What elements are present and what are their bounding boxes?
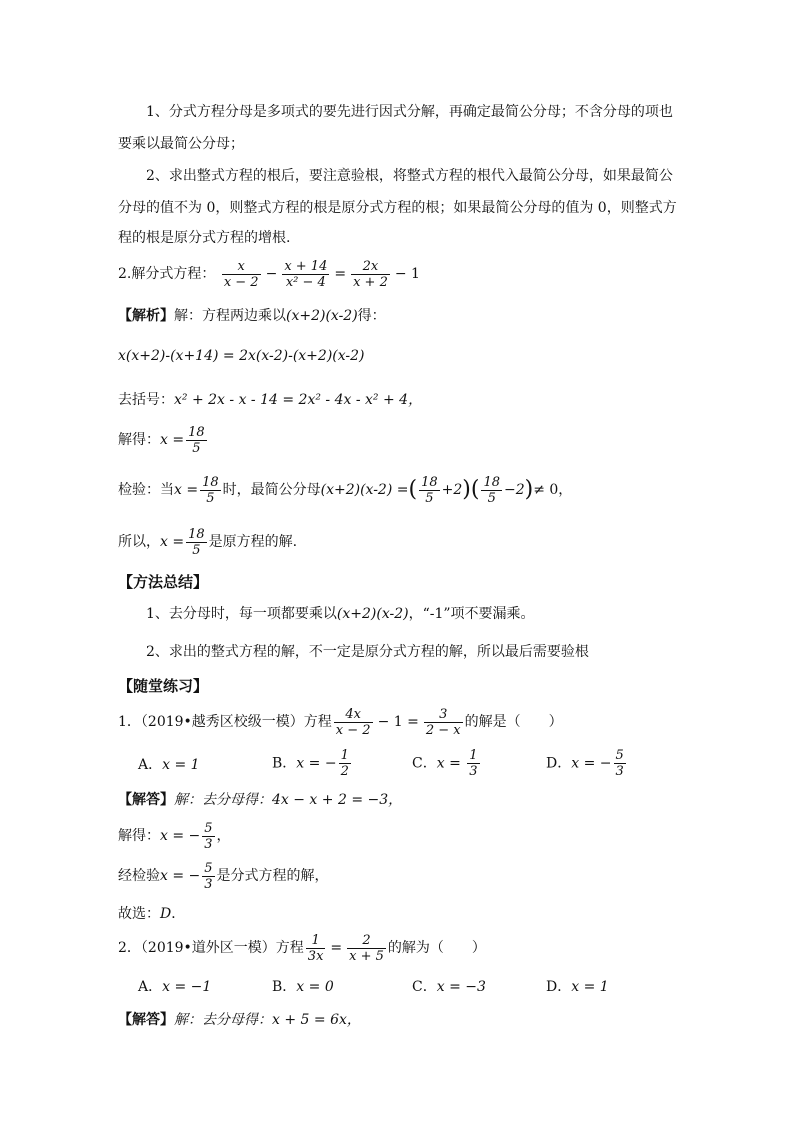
q2-answer <box>118 1010 684 1030</box>
note1-line2: 要乘以最简公分母； <box>118 136 244 152</box>
q2-answer-text: 解：去分母得：x + 5 = 6x， <box>174 1012 361 1028</box>
problem2-label: 2.解分式方程： <box>118 266 216 282</box>
q2-choice-b[interactable]: B．x = 0 <box>272 979 334 995</box>
fraction: $\frac{18}{5}$ <box>421 474 438 506</box>
q1-check-prefix: 经检验 <box>118 868 160 884</box>
fraction: $\frac{5}{3}$ <box>204 860 213 892</box>
solve-line: 解得：x = $\frac{18}{5}$ <box>118 424 205 456</box>
summary-item1: 1、去分母时，每一项都要乘以(x+2)(x-2)，“-1”项不要漏乘。 <box>146 606 535 622</box>
q1-choices <box>138 748 678 782</box>
q1-solve: 解得：x = − $\frac{5}{3}$ ， <box>118 820 231 852</box>
q1-answer <box>118 790 684 810</box>
fraction: $\frac{1}{3x}$ <box>307 932 324 964</box>
check-mid: 时，最简公分母 <box>222 482 321 498</box>
q1-choice-a[interactable]: A．x = 1 <box>138 757 200 773</box>
note2-line2: 分母的值不为 0，则整式方程的根是原分式方程的根；如果最简公分母的值为 0，则整式方 <box>118 200 677 216</box>
q2-prefix: 2．（2019•道外区一模）方程 <box>118 940 304 956</box>
summary-item2: 2、求出的整式方程的解，不一定是原分式方程的解，所以最后需要验根 <box>146 644 589 660</box>
analysis-factor: (x+2)(x-2) <box>286 308 358 324</box>
q1-answer-tag: 【解答】 <box>118 792 174 808</box>
analysis-end: 得： <box>357 308 386 324</box>
fraction: $\frac{18}{5}$ <box>202 474 219 506</box>
fraction: $\frac{x + 14}{\text{x² − 4}}$ <box>284 258 328 290</box>
conclusion-line: 所以，x = $\frac{18}{5}$ 是原方程的解. <box>118 526 298 558</box>
q1-choose: 故选：D． <box>118 906 186 922</box>
q2-choices <box>138 976 678 1000</box>
fraction: $\frac{18}{5}$ <box>483 474 500 506</box>
fraction: $\frac{2x}{x + 2}$ <box>353 258 388 290</box>
fraction: $\frac{5}{3}$ <box>204 820 213 852</box>
fraction: $\frac{5}{3}$ <box>615 748 624 779</box>
q1-check: 经检验x = − $\frac{5}{3}$ 是分式方程的解， <box>118 860 329 892</box>
summary-item1-end: ，“-1”项不要漏乘。 <box>408 606 535 622</box>
q1-prefix: 1．（2019•越秀区校级一模）方程 <box>118 714 332 730</box>
check-line: 检验：当x = $\frac{18}{5}$ 时，最简公分母(x+2)(x-2) =( $\frac{18}{5}$ +2)( $\frac{18}{5}$ −2)≠ 0， <box>118 474 573 506</box>
check-label: 检验：当 <box>118 482 174 498</box>
fraction: $\frac{1}{2}$ <box>340 748 349 779</box>
q2-answer-tag: 【解答】 <box>118 1012 174 1028</box>
remove-brackets-line <box>118 390 684 410</box>
fraction: $\frac{1}{3}$ <box>469 748 478 779</box>
q1-choice-c[interactable]: C．x = $\frac{1}{3}$ <box>412 748 478 779</box>
conclusion-label: 所以， <box>118 534 160 550</box>
q1-check-suffix: 是分式方程的解， <box>216 868 329 884</box>
analysis-tag: 【解析】 <box>118 308 174 324</box>
remove-brackets-label: 去括号： <box>118 392 174 408</box>
practice-heading: 【随堂练习】 <box>118 677 209 695</box>
q1-choose-value: D <box>160 906 172 922</box>
fraction: $\frac{3}{2 - x}$ <box>425 706 461 738</box>
summary-item1-text: 1、去分母时，每一项都要乘以 <box>146 606 337 622</box>
summary-heading: 【方法总结】 <box>118 573 209 591</box>
q2-choice-d[interactable]: D．x = 1 <box>546 979 609 995</box>
solve-label: 解得： <box>118 432 160 448</box>
fraction: $\frac{x}{x - 2}$ <box>223 258 259 290</box>
note1-line1: 1、分式方程分母是多项式的要先进行因式分解，再确定最简公分母；不含分母的项也 <box>146 104 673 120</box>
problem2-statement: 2.解分式方程： $\frac{x}{x - 2}$ − $\frac{x + 14}{\text{x² − 4}}$ = $\frac{2x}{x + 2}$ − 1 <box>118 258 420 290</box>
q1-answer-text: 解：去分母得：4x − x + 2 = −3， <box>174 792 403 808</box>
conclusion-end: 是原方程的解. <box>208 534 298 550</box>
q1-choice-d[interactable]: D．x = − $\frac{5}{3}$ <box>546 748 624 779</box>
fraction: $\frac{4x}{x - 2}$ <box>335 706 371 738</box>
q1-solve-label: 解得： <box>118 828 160 844</box>
check-end: ≠ 0， <box>533 482 573 498</box>
q1-choice-b[interactable]: B．x = − $\frac{1}{2}$ <box>272 748 349 779</box>
question1: 1．（2019•越秀区校级一模）方程 $\frac{4x}{x - 2}$ − 1 = $\frac{3}{2 - x}$ 的解是（ ） <box>118 706 563 738</box>
fraction: $\frac{18}{5}$ <box>188 424 205 456</box>
analysis-text: 解：方程两边乘以 <box>174 308 286 324</box>
q2-choice-a[interactable]: A．x = −1 <box>138 979 212 995</box>
q2-suffix: 的解为（ ） <box>387 940 486 956</box>
q1-choose-label: 故选： <box>118 906 160 922</box>
q2-choice-c[interactable]: C．x = −3 <box>412 979 486 995</box>
problem2-analysis <box>118 306 684 326</box>
fraction: $\frac{2}{x + 5}$ <box>349 932 384 964</box>
fraction: $\frac{18}{5}$ <box>188 526 205 558</box>
q1-suffix: 的解是（ ） <box>464 714 563 730</box>
note2-line1: 2、求出整式方程的根后，要注意验根，将整式方程的根代入最简公分母，如果最简公 <box>146 168 673 184</box>
question2: 2．（2019•道外区一模）方程 $\frac{1}{3x}$ = $\frac{2}{x + 5}$ 的解为（ ） <box>118 932 486 964</box>
remove-brackets-equation: x² + 2x - x - 14 = 2x² - 4x - x² + 4， <box>174 392 423 408</box>
step-equation: x(x+2)-(x+14) = 2x(x-2)-(x+2)(x-2) <box>118 348 365 364</box>
note2-line3: 程的根是原分式方程的增根. <box>118 230 291 246</box>
